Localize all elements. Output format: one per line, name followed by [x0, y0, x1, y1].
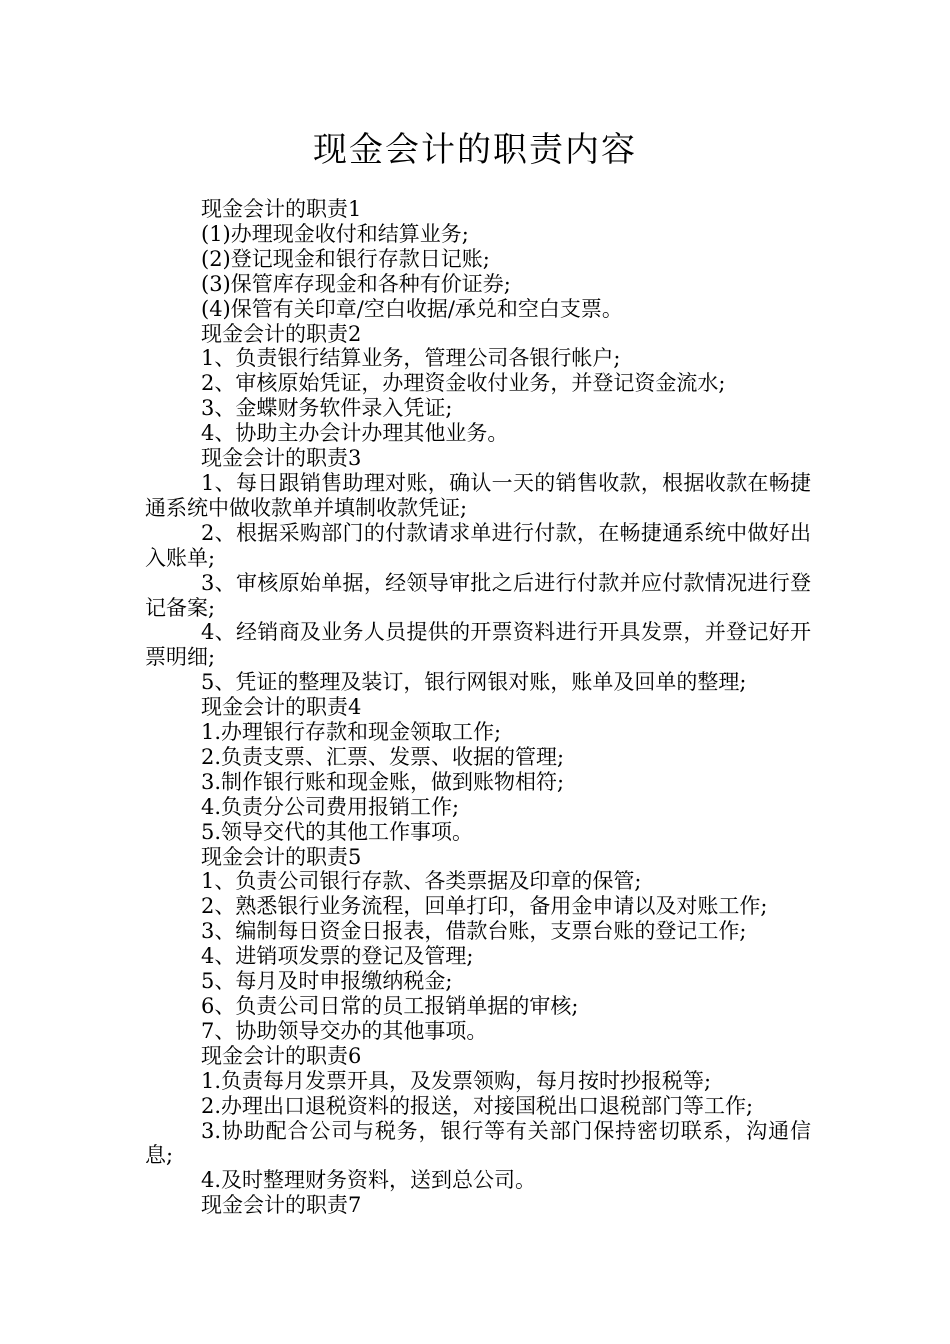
section-heading: 现金会计的职责3: [201, 446, 362, 471]
list-item: 4.负责分公司费用报销工作;: [201, 794, 460, 819]
section-heading: 现金会计的职责1: [201, 197, 362, 221]
list-item: 5.领导交代的其他工作事项。: [201, 819, 474, 844]
document-title: 现金会计的职责内容: [313, 130, 637, 170]
section-heading: 现金会计的职责4: [201, 695, 362, 720]
list-item: 2.办理出口退税资料的报送，对接国税出口退税部门等工作;: [201, 1093, 754, 1118]
list-item: 1、负责银行结算业务，管理公司各银行帐户;: [201, 346, 621, 371]
list-item: (2)登记现金和银行存款日记账;: [201, 246, 490, 271]
list-item: 3、金蝶财务软件录入凭证;: [201, 396, 453, 421]
list-item: (3)保管库存现金和各种有价证券;: [201, 271, 511, 296]
list-item: 7、协助领导交办的其他事项。: [201, 1018, 488, 1043]
list-item: 4.及时整理财务资料，送到总公司。: [201, 1168, 537, 1193]
list-item: (4)保管有关印章/空白收据/承兑和空白支票。: [201, 296, 623, 321]
list-item: 3.协助配合公司与税务，银行等有关部门保持密切联系，沟通信息;: [145, 1118, 811, 1168]
list-item: 3.制作银行账和现金账，做到账物相符;: [201, 769, 565, 794]
list-item: 2、审核原始凭证，办理资金收付业务，并登记资金流水;: [201, 371, 726, 396]
list-item: 5、每月及时申报缴纳税金;: [201, 969, 453, 994]
list-item: 1.负责每月发票开具，及发票领购，每月按时抄报税等;: [201, 1068, 712, 1093]
list-item: 2、根据采购部门的付款请求单进行付款，在畅捷通系统中做好出入账单;: [145, 520, 811, 570]
list-item: 3、编制每日资金日报表，借款台账，支票台账的登记工作;: [201, 919, 747, 944]
list-item: 3、审核原始单据，经领导审批之后进行付款并应付款情况进行登记备案;: [145, 570, 811, 620]
list-item: 6、负责公司日常的员工报销单据的审核;: [201, 994, 579, 1018]
list-item: 1.办理银行存款和现金领取工作;: [201, 720, 502, 745]
document-body: [145, 197, 811, 1218]
list-item: 4、经销商及业务人员提供的开票资料进行开具发票，并登记好开票明细;: [145, 620, 811, 670]
list-item: (1)办理现金收付和结算业务;: [201, 221, 469, 246]
list-item: 1、每日跟销售助理对账，确认一天的销售收款，根据收款在畅捷通系统中做收款单并填制收款凭证;: [145, 470, 811, 520]
list-item: 1、负责公司银行存款、各类票据及印章的保管;: [201, 869, 642, 894]
list-item: 2、熟悉银行业务流程，回单打印，备用金申请以及对账工作;: [201, 894, 768, 919]
list-item: 4、进销项发票的登记及管理;: [201, 944, 474, 969]
list-item: 5、凭证的整理及装订，银行网银对账，账单及回单的整理;: [201, 670, 747, 695]
section-heading: 现金会计的职责6: [201, 1043, 362, 1068]
section-heading: 现金会计的职责5: [201, 844, 362, 869]
section-heading: 现金会计的职责2: [201, 321, 362, 346]
list-item: 2.负责支票、汇票、发票、收据的管理;: [201, 744, 565, 769]
section-heading: 现金会计的职责7: [201, 1193, 362, 1218]
list-item: 4、协助主办会计办理其他业务。: [201, 421, 509, 446]
